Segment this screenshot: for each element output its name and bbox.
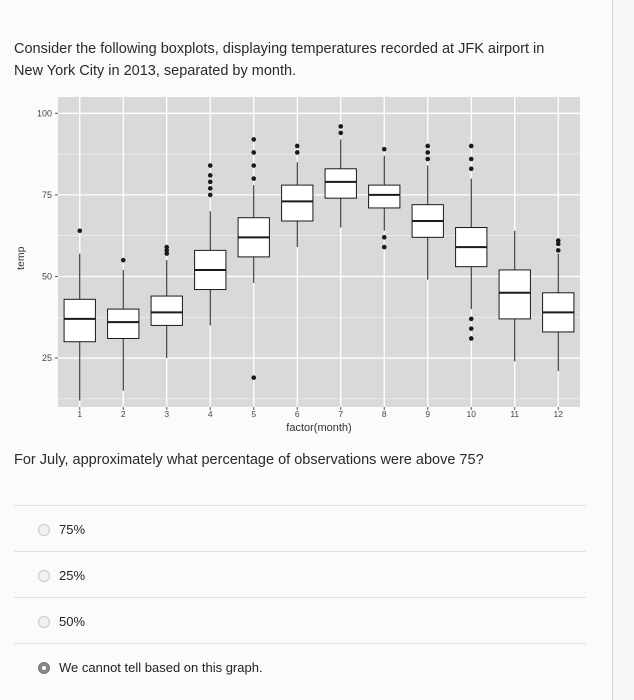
radio-button-selected[interactable] [38,662,50,674]
x-axis-label: factor(month) [286,422,352,434]
outlier-point [251,137,256,142]
x-tick-label: 8 [381,409,387,419]
outlier-point [251,150,256,155]
y-tick-label: 25 [41,353,52,364]
box-iqr [151,296,182,325]
outlier-point [208,193,213,198]
outlier-point [251,375,256,380]
outlier-point [338,124,343,129]
outlier-point [121,258,126,263]
divider [14,597,586,598]
answer-option-75[interactable] [38,522,85,537]
outlier-point [425,144,430,149]
x-tick-label: 5 [251,409,257,419]
box-iqr [282,185,313,221]
answer-option-50[interactable] [38,614,85,629]
x-tick-label: 6 [294,409,300,419]
outlier-point [469,157,474,162]
answer-option-25[interactable] [38,568,85,583]
outlier-point [338,131,343,136]
divider [14,505,586,506]
y-axis-label: temp [15,246,27,270]
answer-option-cannot-tell[interactable] [38,660,263,675]
outlier-point [208,186,213,191]
outlier-point [469,326,474,331]
question-prompt: Consider the following boxplots, displaying temperatures recorded at JFK airport in New York City in 2013, separated by month. [14,41,545,79]
x-tick-label: 11 [510,409,520,419]
radio-button[interactable] [38,524,50,536]
option-label: 25% [59,568,86,583]
outlier-point [208,180,213,185]
x-tick-label: 3 [164,409,170,419]
option-label: We cannot tell based on this graph. [59,660,263,675]
outlier-point [251,163,256,168]
question-text: For July, approximately what percentage of observations were above 75? [14,452,484,468]
outlier-point [77,228,82,233]
outlier-point [469,144,474,149]
outlier-point [425,150,430,155]
y-tick-label: 75 [41,189,52,200]
outlier-point [208,173,213,178]
box-iqr [64,299,95,341]
divider [14,643,586,644]
outlier-point [382,235,387,240]
y-tick-label: 50 [41,271,52,282]
box-iqr [369,185,400,208]
box-iqr [499,270,530,319]
y-tick-label: 100 [36,108,52,119]
x-tick-label: 9 [425,409,431,419]
radio-button[interactable] [38,616,50,628]
x-tick-label: 10 [466,409,476,419]
outlier-point [469,317,474,322]
outlier-point [556,248,561,253]
outlier-point [469,336,474,341]
plot-panel [58,97,580,407]
x-tick-label: 12 [553,409,563,419]
outlier-point [382,147,387,152]
outlier-point [251,176,256,181]
box-iqr [325,169,356,198]
divider [14,551,586,552]
outlier-point [556,238,561,243]
outlier-point [295,144,300,149]
outlier-point [295,150,300,155]
outlier-point [208,163,213,168]
x-tick-label: 1 [77,409,83,419]
box-iqr [108,309,139,338]
option-label: 50% [59,614,86,629]
radio-button[interactable] [38,570,50,582]
outlier-point [164,245,169,250]
outlier-point [382,245,387,250]
outlier-point [469,166,474,171]
option-label: 75% [59,522,86,537]
boxplot-chart [0,92,600,442]
x-tick-label: 4 [207,409,213,419]
outlier-point [425,157,430,162]
x-tick-label: 2 [120,409,126,419]
x-tick-label: 7 [338,409,344,419]
